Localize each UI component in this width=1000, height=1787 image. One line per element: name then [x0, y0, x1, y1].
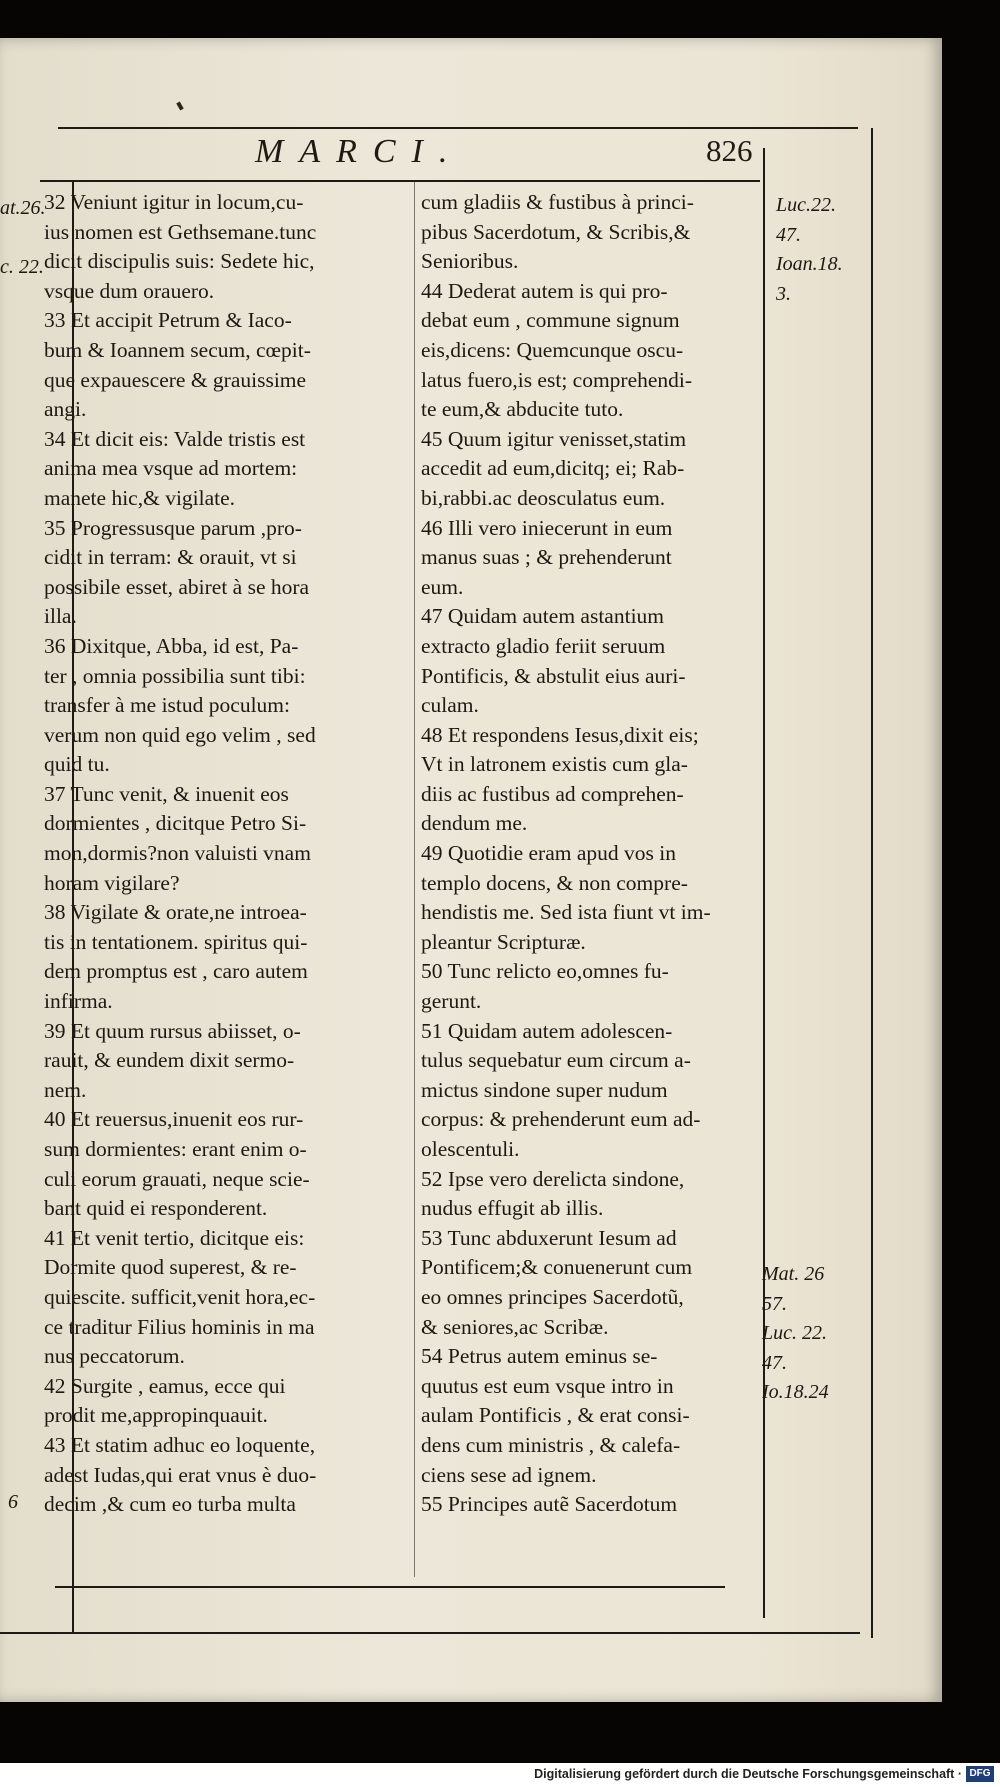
left-text-column — [44, 188, 316, 1520]
text-line: 48 Et respondens Iesus,dixit eis; — [421, 722, 699, 747]
text-line: 39 Et quum rursus abiisset, o- — [44, 1018, 301, 1043]
text-line: que expauescere & grauissime — [44, 367, 307, 392]
text-line: latus fuero,is est; comprehendi- — [421, 367, 693, 392]
text-line: horam vigilare? — [44, 870, 180, 895]
margin-reference: 57. — [762, 1292, 787, 1315]
text-line: corpus: & prehenderunt eum ad- — [421, 1107, 701, 1132]
text-line: cidit in terram: & orauit, vt si — [44, 545, 297, 570]
text-line: Pontificem;& conuenerunt cum — [421, 1255, 693, 1280]
text-line: decim ,& cum eo turba multa — [44, 1492, 296, 1517]
text-line: Dormite quod superest, & re- — [44, 1255, 297, 1280]
outer-right-rule — [871, 128, 873, 1638]
center-column-rule — [414, 182, 415, 1577]
text-line: transfer à me istud poculum: — [44, 693, 290, 718]
text-line: aulam Pontificis , & erat consi- — [421, 1403, 690, 1428]
footer-bar — [0, 1763, 1000, 1787]
text-line: 34 Et dicit eis: Valde tristis est — [44, 426, 306, 451]
text-line: templo docens, & non compre- — [421, 870, 688, 895]
text-line: anima mea vsque ad mortem: — [44, 456, 298, 481]
text-line: 38 Vigilate & orate,ne introea- — [44, 900, 307, 925]
dfg-logo: DFG — [966, 1766, 994, 1782]
margin-reference: Mat. 26 — [762, 1263, 825, 1285]
text-line: 51 Quidam autem adolescen- — [421, 1018, 673, 1043]
text-line: accedit ad eum,dicitq; ei; Rab- — [421, 456, 685, 481]
text-line: & seniores,ac Scribæ. — [421, 1314, 609, 1339]
text-line: ter , omnia possibilia sunt tibi: — [44, 663, 306, 688]
text-line: manus suas ; & prehenderunt — [421, 545, 672, 570]
text-line: Senioribus. — [421, 249, 519, 274]
text-line: extracto gladio feriit seruum — [421, 633, 666, 658]
text-line: 55 Principes autẽ Sacerdotum — [421, 1492, 678, 1517]
text-line: bant quid ei responderent. — [44, 1196, 268, 1221]
margin-notes-left-bottom — [8, 1488, 18, 1518]
text-line: adest Iudas,qui erat vnus è duo- — [44, 1462, 317, 1487]
header-rule-lower — [40, 180, 760, 182]
text-line: 47 Quidam autem astantium — [421, 604, 665, 629]
text-line: dendum me. — [421, 811, 528, 836]
margin-notes-right-top — [776, 191, 843, 309]
margin-reference: at.26. — [0, 197, 46, 219]
margin-reference: 6 — [8, 1491, 18, 1513]
text-line: 41 Et venit tertio, dicitque eis: — [44, 1225, 305, 1250]
header-rule — [58, 127, 858, 129]
text-line: diis ac fustibus ad comprehen- — [421, 781, 684, 806]
text-line: mictus sindone super nudum — [421, 1077, 668, 1102]
text-line: ciens sese ad ignem. — [421, 1462, 597, 1487]
text-line: eum. — [421, 574, 464, 599]
text-line: infirma. — [44, 989, 113, 1014]
text-line: ius nomen est Gethsemane.tunc — [44, 219, 317, 244]
margin-reference: 47. — [776, 223, 801, 246]
margin-reference: 47. — [762, 1351, 787, 1374]
text-line: 37 Tunc venit, & inuenit eos — [44, 781, 289, 806]
text-line: culi eorum grauati, neque scie- — [44, 1166, 310, 1191]
text-line: 46 Illi vero iniecerunt in eum — [421, 515, 673, 540]
text-line: 33 Et accipit Petrum & Iaco- — [44, 308, 292, 333]
margin-notes-right-bottom — [762, 1260, 829, 1408]
running-head-title: MARCI. — [255, 133, 464, 170]
text-line: eis,dicens: Quemcunque oscu- — [421, 337, 684, 362]
text-line: culam. — [421, 693, 479, 718]
text-line: dens cum ministris , & calefa- — [421, 1432, 681, 1457]
text-line: nus peccatorum. — [44, 1344, 185, 1369]
text-line: dem promptus est , caro autem — [44, 959, 308, 984]
text-line: prodit me,appropinquauit. — [44, 1403, 268, 1428]
text-line: sum dormientes: erant enim o- — [44, 1137, 307, 1161]
text-line: 45 Quum igitur venisset,statim — [421, 426, 687, 451]
margin-notes-left-top — [0, 194, 46, 283]
bottom-rule — [0, 1632, 860, 1634]
footer-credit: Digitalisierung gefördert durch die Deutsche Forschungsgemeinschaft · — [534, 1767, 962, 1781]
text-line: Pontificis, & abstulit eius auri- — [421, 663, 686, 688]
text-line: tulus sequebatur eum circum a- — [421, 1048, 691, 1073]
text-line: olescentuli. — [421, 1137, 520, 1161]
text-line: 44 Dederat autem is qui pro- — [421, 278, 668, 303]
text-line: bi,rabbi.ac deosculatus eum. — [421, 485, 666, 510]
text-line: 43 Et statim adhuc eo loquente, — [44, 1432, 316, 1457]
text-line: ce traditur Filius hominis in ma — [44, 1314, 315, 1339]
text-line: quutus est eum vsque intro in — [421, 1373, 674, 1398]
page-number: 826 — [706, 133, 753, 168]
text-line: pibus Sacerdotum, & Scribis,& — [421, 219, 691, 244]
text-line: 32 Veniunt igitur in locum,cu- — [44, 190, 304, 214]
text-line: nudus effugit ab illis. — [421, 1196, 604, 1221]
margin-reference: Io.18.24 — [762, 1381, 829, 1404]
text-line: angi. — [44, 397, 87, 422]
text-line: cum gladiis & fustibus à princi- — [421, 190, 694, 214]
ink-mark — [176, 102, 183, 111]
text-line: quid tu. — [44, 752, 110, 777]
text-line: dormientes , dicitque Petro Si- — [44, 811, 307, 836]
text-line: dicit discipulis suis: Sedete hic, — [44, 249, 315, 274]
margin-reference: Luc. 22. — [762, 1322, 827, 1345]
text-line: illa. — [44, 604, 77, 629]
text-line: 42 Surgite , eamus, ecce qui — [44, 1373, 286, 1398]
text-line: bum & Ioannem secum, cœpit- — [44, 337, 311, 362]
text-line: 35 Progressusque parum ,pro- — [44, 515, 302, 540]
text-line: 49 Quotidie eram apud vos in — [421, 841, 676, 866]
text-line: quiescite. sufficit,venit hora,ec- — [44, 1284, 316, 1309]
text-line: possibile esset, abiret à se hora — [44, 574, 310, 599]
text-line: verum non quid ego velim , sed — [44, 722, 316, 747]
text-line: hendistis me. Sed ista fiunt vt im- — [421, 900, 711, 925]
text-line: gerunt. — [421, 989, 482, 1014]
text-line: 40 Et reuersus,inuenit eos rur- — [44, 1107, 304, 1132]
text-line: pleantur Scripturæ. — [421, 929, 586, 954]
book-page — [0, 38, 942, 1702]
margin-reference: c. 22. — [0, 256, 44, 279]
text-line: debat eum , commune signum — [421, 308, 680, 333]
text-line: tis in tentationem. spiritus qui- — [44, 929, 308, 954]
margin-reference: Ioan.18. — [776, 253, 843, 276]
text-line: vsque dum orauero. — [44, 278, 215, 303]
text-line: 52 Ipse vero derelicta sindone, — [421, 1166, 685, 1191]
text-line: te eum,& abducite tuto. — [421, 397, 624, 422]
margin-reference — [0, 224, 46, 254]
text-line: nem. — [44, 1077, 87, 1102]
text-line: 54 Petrus autem eminus se- — [421, 1344, 658, 1369]
text-line: eo omnes principes Sacerdotũ, — [421, 1284, 684, 1309]
text-line: Vt in latronem existis cum gla- — [421, 752, 688, 777]
text-line: 36 Dixitque, Abba, id est, Pa- — [44, 633, 299, 658]
text-line: 53 Tunc abduxerunt Iesum ad — [421, 1225, 677, 1250]
right-text-column — [421, 188, 711, 1520]
margin-reference: Luc.22. — [776, 194, 836, 216]
margin-reference: 3. — [776, 282, 791, 305]
text-line: 50 Tunc relicto eo,omnes fu- — [421, 959, 669, 984]
text-line: mon,dormis?non valuisti vnam — [44, 841, 311, 866]
text-line: manete hic,& vigilate. — [44, 485, 236, 510]
text-line: rauit, & eundem dixit sermo- — [44, 1048, 295, 1073]
footer-rule — [55, 1586, 725, 1588]
